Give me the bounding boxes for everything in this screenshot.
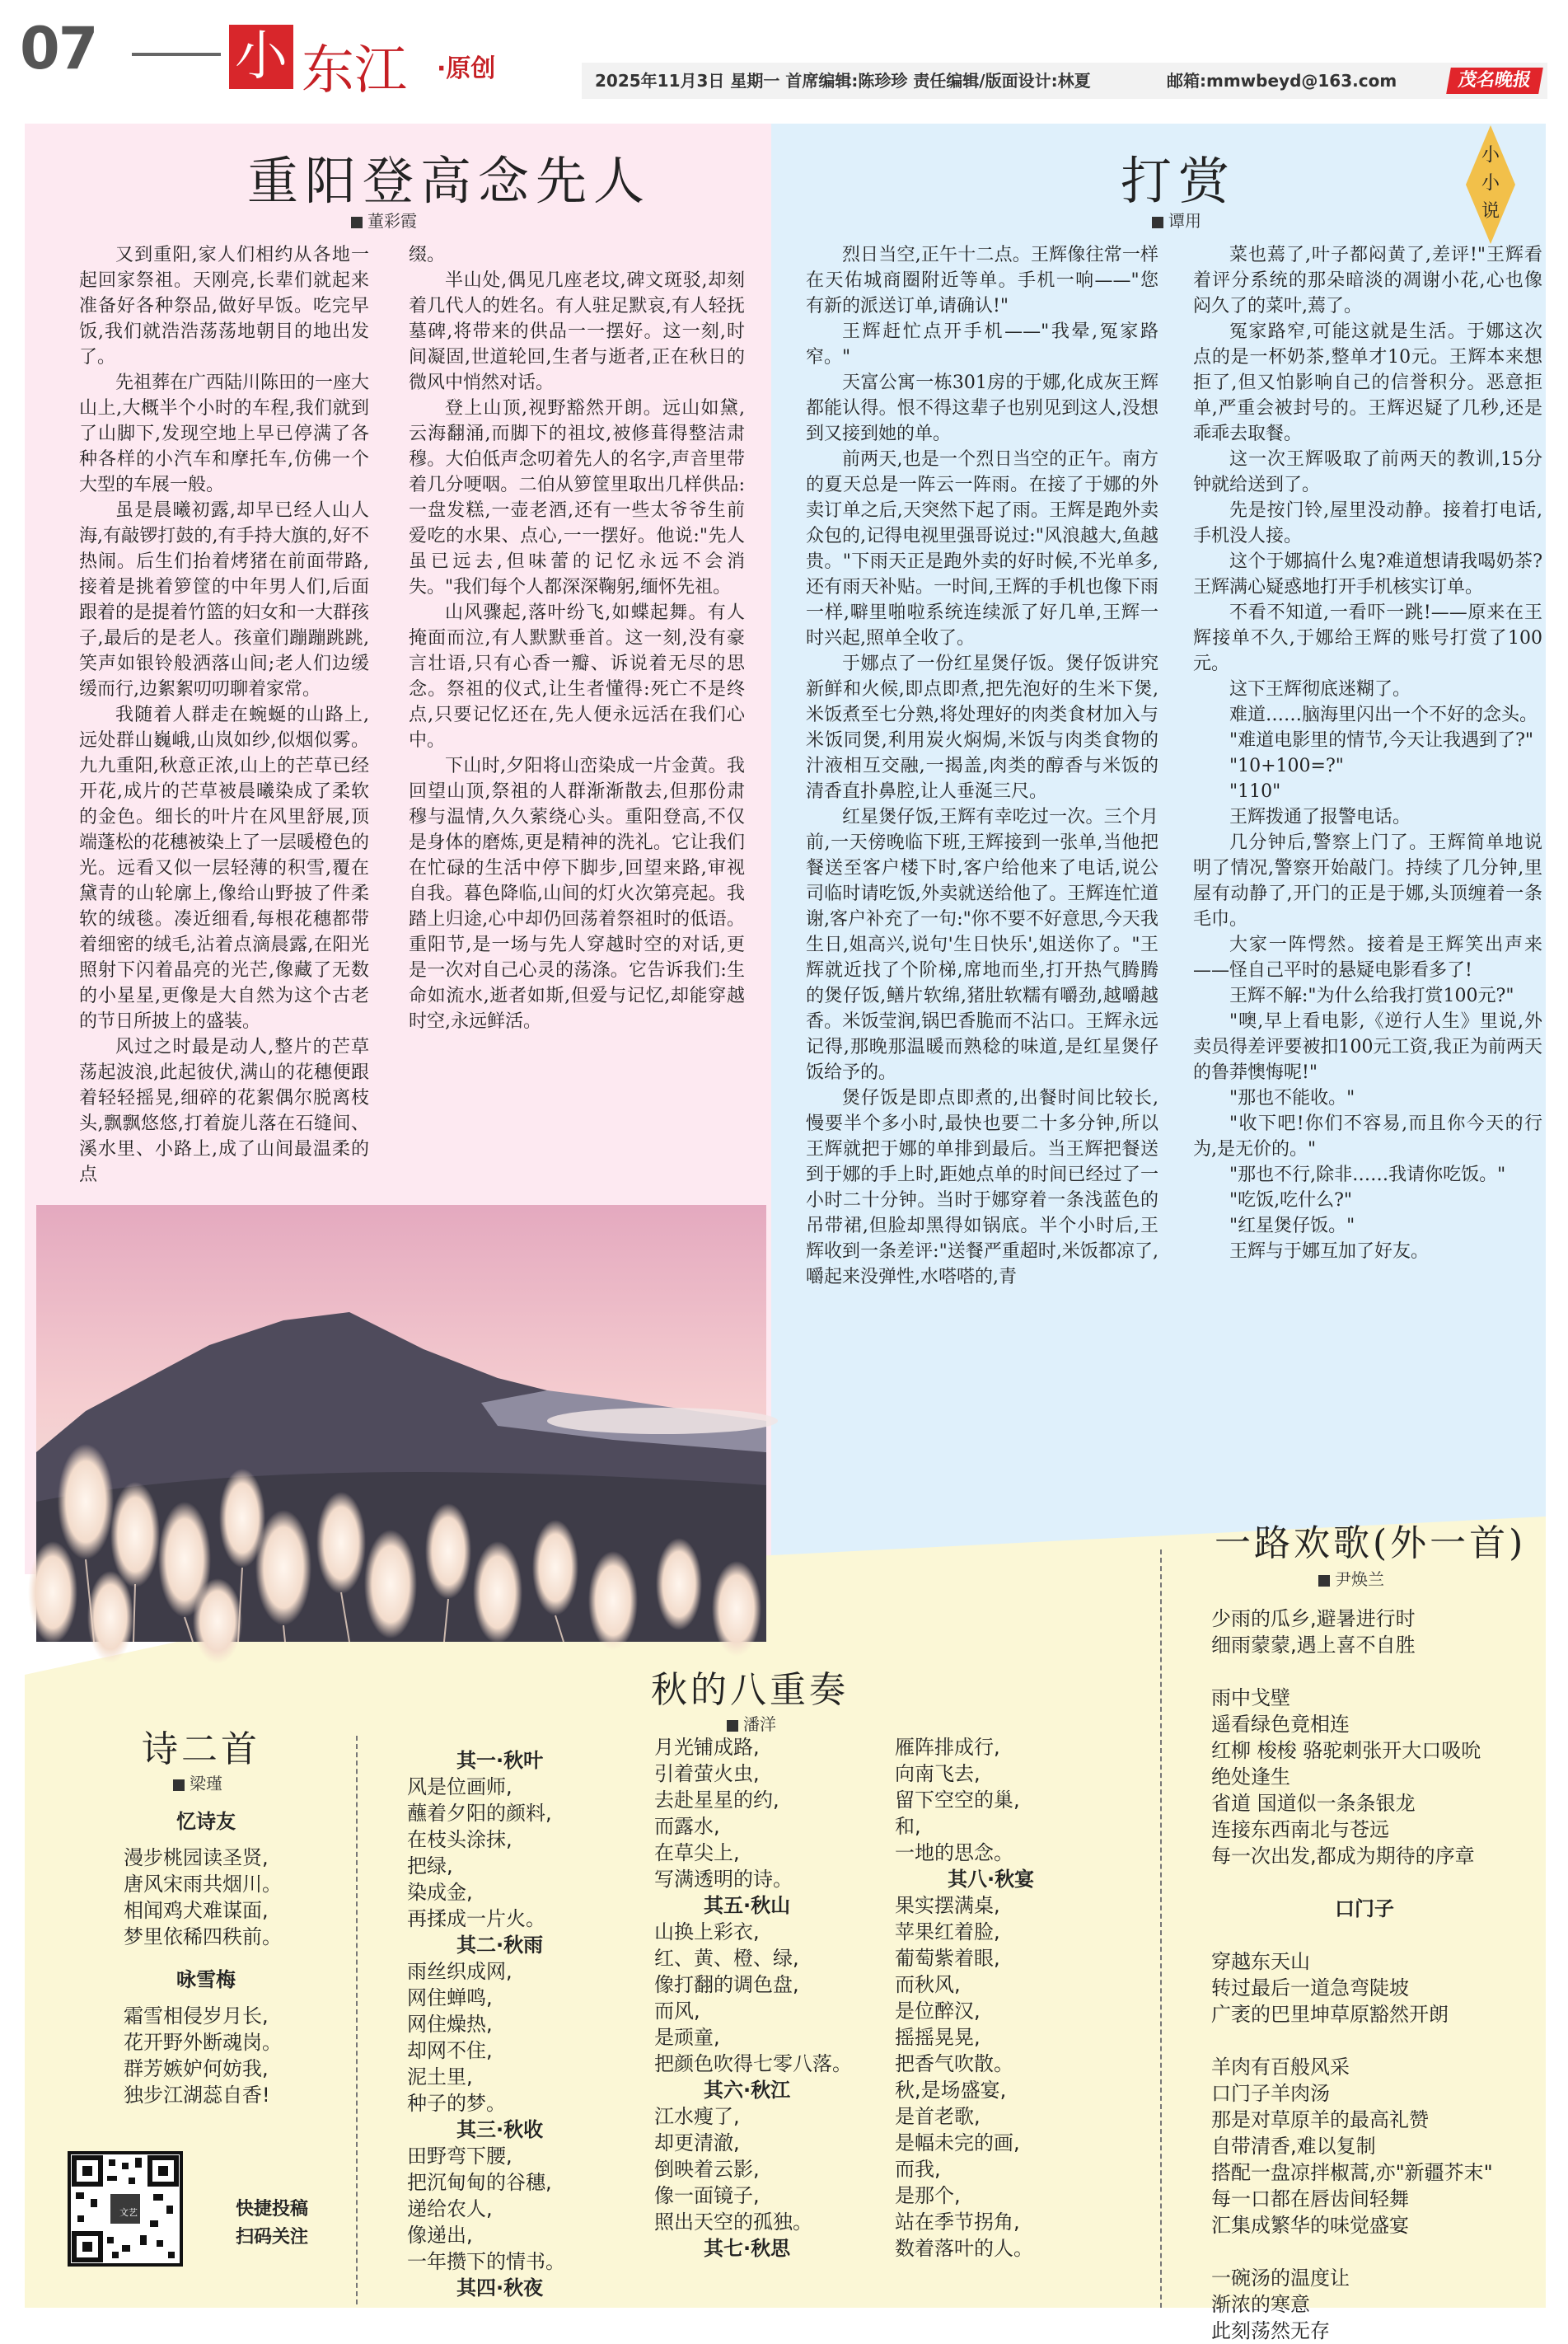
poem-line: 而露水, xyxy=(654,1815,720,1838)
poem-line: 染成金, xyxy=(407,1881,473,1904)
poem-section-heading: 其七·秋思 xyxy=(704,2237,791,2260)
poem-line: 遥看绿色竟相连 xyxy=(1211,1713,1350,1736)
poem-line: 倒映着云影, xyxy=(654,2158,760,2181)
pampas-grass-illustration xyxy=(36,1205,766,1642)
byline-square-icon xyxy=(351,217,363,228)
poem-line: 红、黄、橙、绿, xyxy=(654,1947,799,1970)
poem-line: 像打翻的调色盘, xyxy=(654,1973,799,1996)
byline-square-icon xyxy=(1318,1575,1330,1587)
poem-two-author: 梁瑾 xyxy=(190,1774,222,1793)
small-story-badge xyxy=(1464,124,1517,246)
poem-line: 连接东西南北与苍远 xyxy=(1211,1818,1389,1841)
qr-center-label: 文艺 xyxy=(119,2207,138,2218)
section-name-first: 小 xyxy=(229,25,293,89)
article2-column-2 xyxy=(1193,242,1542,1264)
poem-two-second-lines xyxy=(124,2003,282,2108)
paragraph: 不看不知道,一看吓一跳!——原来在王辉接单不久,于娜给王辉的账号打赏了100元。 xyxy=(1193,602,1542,674)
poem-line: 梦里依稀四秩前。 xyxy=(124,1925,282,1948)
poem-line: 搭配一盘凉拌椒蒿,亦"新疆芥末" xyxy=(1211,2161,1493,2184)
poem-section-heading: 其五·秋山 xyxy=(704,1894,791,1917)
poem-section-heading: 其一·秋叶 xyxy=(456,1749,544,1772)
poem-road-byline xyxy=(1318,1566,1384,1590)
paragraph: 这下王辉彻底迷糊了。 xyxy=(1229,679,1411,700)
qr-code[interactable] xyxy=(68,2151,183,2267)
poem-section-heading: 其二·秋雨 xyxy=(456,1934,544,1957)
poem-two-byline xyxy=(173,1770,222,1794)
article1-column-2 xyxy=(409,242,745,1034)
paragraph: 登上山顶,视野豁然开朗。远山如黛,云海翻涌,而脚下的祖坟,被修葺得整洁肃穆。大伯低声念叨着先人的名字,声音里带着几分哽咽。二伯从箩筐里取出几样供品:一盘发糕,一壶老酒,还有一些太爷爷生前爱吃的水果、点心,一一摆好。他说:"先人虽已远去,但味蕾的记忆永远不会消失。"我们每个人都深深鞠躬,缅怀先祖。 xyxy=(409,398,745,598)
poem-line: 而我, xyxy=(895,2158,941,2181)
byline-square-icon xyxy=(727,1720,738,1732)
stanza-break xyxy=(1211,1922,1541,1948)
poem-line: 引着萤火虫, xyxy=(654,1762,760,1785)
paragraph: 冤家路窄,可能这就是生活。于娜这次点的是一杯奶茶,整单才10元。王辉本来想拒了,但又怕影响自己的信誉积分。恶意拒单,严重会被封号的。王辉迟疑了几秒,还是乖乖去取餐。 xyxy=(1193,321,1542,444)
pampas-grass-photo xyxy=(36,1205,766,1642)
poem-line: 细雨蒙蒙,遇上喜不自胜 xyxy=(1211,1634,1416,1657)
article1-byline xyxy=(351,208,417,232)
poem-line: 在草尖上, xyxy=(654,1841,740,1864)
poem-line: 省道 国道似一条条银龙 xyxy=(1211,1792,1416,1815)
poem-section-heading: 其六·秋江 xyxy=(704,2079,791,2102)
poem-line: 和, xyxy=(895,1815,921,1838)
poem-line: 秋,是场盛宴, xyxy=(895,2079,1007,2102)
poem-line: 是幅未完的画, xyxy=(895,2131,1020,2154)
poem-line: 口门子羊肉汤 xyxy=(1211,2082,1330,2105)
poem-line: 写满透明的诗。 xyxy=(654,1868,793,1891)
poem-line: 自带清香,难以复制 xyxy=(1211,2135,1376,2158)
poem-line: 此刻荡然无存 xyxy=(1211,2319,1330,2342)
stanza-break xyxy=(1211,2239,1541,2265)
poem-autumn-column-1 xyxy=(407,1747,588,2301)
paragraph: 王辉赶忙点开手机——"我晕,冤家路窄。" xyxy=(806,321,1158,368)
paragraph: 又到重阳,家人们相约从各地一起回家祭祖。天刚亮,长辈们就起来准备好各种祭品,做好早饭。吃完早饭,我们就浩浩荡荡地朝目的地出发了。 xyxy=(79,245,369,368)
poem-line: 群芳嫉妒何妨我, xyxy=(124,2057,269,2080)
page-number: 07 xyxy=(20,15,97,82)
article2-author: 谭用 xyxy=(1168,211,1201,231)
poem-road-author: 尹焕兰 xyxy=(1335,1569,1384,1589)
poem-autumn-title: 秋的八重奏 xyxy=(651,1669,849,1711)
poem-line: 雁阵排成行, xyxy=(895,1736,1000,1759)
poem-line: 漫步桃园读圣贤, xyxy=(124,1846,269,1869)
stanza-break xyxy=(1211,2028,1541,2054)
poem-line: 是顽童, xyxy=(654,2026,720,2049)
paragraph: "110" xyxy=(1229,781,1281,802)
poem-line: 是首老歌, xyxy=(895,2105,981,2128)
poem-line: 递给农人, xyxy=(407,2197,493,2220)
poem-line: 相闻鸡犬难谋面, xyxy=(124,1899,269,1922)
poem-line: 田野弯下腰, xyxy=(407,2145,513,2168)
paragraph: 这个于娜搞什么鬼?难道想请我喝奶茶?王辉满心疑惑地打开手机核实订单。 xyxy=(1193,551,1542,598)
poem-line: 把绿, xyxy=(407,1854,453,1878)
paragraph: 天富公寓一栋301房的于娜,化成灰王辉都能认得。恨不得这辈子也别见到这人,没想到又接到她的单。 xyxy=(806,373,1158,444)
issue-info: 2025年11月3日 星期一 首席编辑:陈珍珍 责任编辑/版面设计:林夏 xyxy=(595,71,1091,91)
poem-section-heading: 口门子 xyxy=(1335,1897,1394,1920)
article1-title: 重阳登高念先人 xyxy=(247,151,652,211)
paragraph: 红星煲仔饭,王辉有幸吃过一次。三个月前,一天傍晚临下班,王辉接到一张单,当他把餐送至客户楼下时,客户给他来了电话,说公司临时请吃饭,外卖就送给他了。王辉连忙道谢,客户补充了一句:"你不要不好意思,今天我生日,姐高兴,说句'生日快乐',姐送你了。"王辉就近找了个阶梯,席地而坐,打开热气腾腾的煲仔饭,鳝片软绵,猪肚软糯有嚼劲,越嚼越香。米饭莹润,锅巴香脆而不沾口。王辉永远记得,那晚那温暖而熟稔的味道,是红星煲仔饭给予的。 xyxy=(806,807,1158,1083)
poem-line: 站在季节拐角, xyxy=(895,2210,1020,2234)
poem-two-title: 诗二首 xyxy=(142,1728,260,1770)
paragraph: 半山处,偶见几座老坟,碑文斑驳,却刻着几代人的姓名。有人驻足默哀,有人轻抚墓碑,将带来的供品一一摆好。这一刻,时间凝固,世道轮回,生者与逝者,正在秋日的微风中悄然对话。 xyxy=(409,270,745,393)
poem-road-lines xyxy=(1211,1606,1541,2344)
paragraph: "红星煲仔饭。" xyxy=(1229,1216,1355,1236)
column-divider xyxy=(356,1736,358,2304)
article2-title: 打赏 xyxy=(1121,151,1237,211)
paragraph: 几分钟后,警察上门了。王辉简单地说明了情况,警察开始敲门。持续了几分钟,里屋有动静了,开门的正是于娜,头顶缠着一条毛巾。 xyxy=(1193,832,1542,930)
paragraph: "吃饭,吃什么?" xyxy=(1229,1190,1353,1211)
paragraph: 我随着人群走在蜿蜒的山路上,远处群山巍峨,山岚如纱,似烟似雾。九九重阳,秋意正浓,山上的芒草已经开花,成片的芒草被晨曦染成了柔软的金色。细长的叶片在风里舒展,顶端蓬松的花穗被染上了一层暖橙色的光。远看又似一层轻薄的积雪,覆在黛青的山轮廓上,像给山野披了件柔软的绒毯。凑近细看,每根花穗都带着细密的绒毛,沾着点滴晨露,在阳光照射下闪着晶亮的光芒,像藏了无数的小星星,更像是大自然为这个古老的节日所披上的盛装。 xyxy=(79,705,370,1032)
poem-line: 雨丝织成网, xyxy=(407,1960,513,1983)
poem-line: 红柳 梭梭 骆驼刺张开大口吸吮 xyxy=(1211,1739,1481,1762)
column-divider xyxy=(1160,1549,1162,2308)
poem-line: 每一次出发,都成为期待的序章 xyxy=(1211,1845,1475,1868)
header-info-bar xyxy=(582,63,1547,99)
section-note: ·原创 xyxy=(437,54,496,83)
poem-line: 穿越东天山 xyxy=(1211,1950,1310,1973)
poem-line: 摇摇晃晃, xyxy=(895,2026,981,2049)
poem-line: 苹果红着脸, xyxy=(895,1920,1000,1943)
paragraph: 菜也蔫了,叶子都闷黄了,差评!"王辉看着评分系统的那朵暗淡的凋谢小花,心也像闷久了的菜叶,蔫了。 xyxy=(1193,245,1542,316)
paragraph: 下山时,夕阳将山峦染成一片金黄。我回望山顶,祭祖的人群渐渐散去,但那份肃穆与温情,久久萦绕心头。重阳登高,不仅是身体的磨炼,更是精神的洗礼。它让我们在忙碌的生活中停下脚步,回望来路,审视自我。暮色降临,山间的灯火次第亮起。我踏上归途,心中却仍回荡着祭祖时的低语。重阳节,是一场与先人穿越时空的对话,更是一次对自己心灵的荡涤。它告诉我们:生命如流水,逝者如斯,但爱与记忆,却能穿越时空,永远鲜活。 xyxy=(409,756,745,1032)
badge-text: 小小说 xyxy=(1481,145,1500,222)
poem-section-heading: 其三·秋收 xyxy=(456,2118,544,2141)
poem-line: 独步江湖蕊自香! xyxy=(124,2084,270,2107)
poem-line: 而秋风, xyxy=(895,1973,961,1996)
section-name: 东江 xyxy=(302,40,407,101)
qr-caption xyxy=(236,2196,308,2252)
paragraph: "那也不能收。" xyxy=(1229,1088,1355,1109)
paragraph: 山风骤起,落叶纷飞,如蝶起舞。有人掩面而泣,有人默默垂首。这一刻,没有豪言壮语,只有心香一瓣、诉说着无尽的思念。祭祖的仪式,让生者懂得:死亡不是终点,只要记忆还在,先人便永远活在我们心中。 xyxy=(409,602,745,751)
poem-line: 少雨的瓜乡,避暑进行时 xyxy=(1211,1607,1416,1630)
poem-line: 绝处逢生 xyxy=(1211,1765,1290,1788)
paragraph: 于娜点了一份红星煲仔饭。煲仔饭讲究新鲜和火候,即点即煮,把先泡好的生米下煲,米饭煮至七分熟,将处理好的肉类食材加入与米饭同煲,利用炭火焖焗,米饭与肉类食物的汁液相互交融,一揭盖,肉类的醇香与米饭的清香直扑鼻腔,让人垂涎三尺。 xyxy=(806,654,1158,802)
poem-line: 种子的梦。 xyxy=(407,2092,506,2115)
poem-line: 把香气吹散。 xyxy=(895,2052,1013,2075)
poem-line: 却更清澈, xyxy=(654,2131,740,2154)
poem-two-first-lines xyxy=(124,1845,282,1950)
paragraph: "收下吧!你们不容易,而且你今天的行为,是无价的。" xyxy=(1193,1113,1542,1160)
poem-line: 花开野外断魂岗。 xyxy=(124,2031,282,2054)
poem-line: 江水瘦了, xyxy=(654,2105,740,2128)
poem-line: 在枝头涂抹, xyxy=(407,1828,513,1851)
article1-column-1 xyxy=(79,242,369,1188)
poem-line: 羊肉有百般风采 xyxy=(1211,2056,1350,2079)
poem-line: 把颜色吹得七零八落。 xyxy=(654,2052,852,2075)
poem-line: 向南飞去, xyxy=(895,1762,981,1785)
poem-line: 霜雪相侵岁月长, xyxy=(124,2004,269,2028)
poem-line: 蘸着夕阳的颜料, xyxy=(407,1802,552,1825)
poem-two-first-title: 忆诗友 xyxy=(176,1810,236,1833)
poem-line: 一地的思念。 xyxy=(895,1841,1013,1864)
qr-caption-line1: 快捷投稿 xyxy=(236,2199,309,2220)
paragraph: 王辉与于娜互加了好友。 xyxy=(1229,1241,1430,1262)
article1-author: 董彩霞 xyxy=(367,211,417,231)
paragraph: "那也不行,除非……我请你吃饭。" xyxy=(1229,1165,1506,1185)
poem-line: 葡萄紫着眼, xyxy=(895,1947,1000,1970)
poem-line: 再揉成一片火。 xyxy=(407,1907,545,1930)
poem-line: 像一面镜子, xyxy=(654,2184,760,2207)
paragraph: 虽是晨曦初露,却早已经人山人海,有敲锣打鼓的,有手持大旗的,好不热闹。后生们抬着烤猪在前面带路,接着是挑着箩筐的中年男人们,后面跟着的是提着竹篮的妇女和一大群孩子,最后的是老人。孩童们蹦蹦跳跳,笑声如银铃般洒落山间;老人们边缓缓而行,边絮絮叨叨聊着家常。 xyxy=(79,500,370,700)
poem-line: 广袤的巴里坤草原豁然开朗 xyxy=(1211,2003,1449,2026)
poem-line: 那是对草原羊的最高礼赞 xyxy=(1211,2108,1429,2131)
paragraph: 风过之时最是动人,整片的芒草荡起波浪,此起彼伏,满山的花穗便跟着轻轻摇晃,细碎的花絮偶尔脱离枝头,飘飘悠悠,打着旋儿落在石缝间、溪水里、小路上,成了山间最温柔的点 xyxy=(79,1037,369,1185)
stanza-break xyxy=(1211,1869,1541,1896)
poem-line: 一年攒下的情书。 xyxy=(407,2250,565,2273)
paragraph: 先是按门铃,屋里没动静。接着打电话,手机没人接。 xyxy=(1193,500,1542,546)
poem-line: 留下空空的巢, xyxy=(895,1788,1020,1812)
poem-line: 渐浓的寒意 xyxy=(1211,2293,1310,2316)
paragraph: 缀。 xyxy=(409,245,446,265)
poem-line: 照出天空的孤独。 xyxy=(654,2210,812,2234)
poem-line: 果实摆满桌, xyxy=(895,1894,1000,1917)
paragraph: 王辉拨通了报警电话。 xyxy=(1229,807,1411,827)
poem-line: 把沉甸甸的谷穗, xyxy=(407,2171,552,2194)
paragraph: 煲仔饭是即点即煮的,出餐时间比较长,慢要半个多小时,最快也要二十多分钟,所以王辉就把于娜的单排到最后。当王辉把餐送到于娜的手上时,距她点单的时间已经过了一小时二十分钟。当时于娜穿着一条浅蓝色的吊带裙,但脸却黑得如锅底。半个小时后,王辉收到一条差评:"送餐严重超时,米饭都凉了,嚼起来没弹性,水嗒嗒的,青 xyxy=(806,1088,1158,1287)
poem-line: 唐风宋雨共烟川。 xyxy=(124,1873,282,1896)
poem-line: 雨中戈壁 xyxy=(1211,1686,1290,1709)
paragraph: 烈日当空,正午十二点。王辉像往常一样在天佑城商圈附近等单。手机一响——"您有新的派送订单,请确认!" xyxy=(806,245,1158,316)
poem-line: 风是位画师, xyxy=(407,1775,513,1798)
paragraph: 难道……脑海里闪出一个不好的念头。 xyxy=(1229,705,1538,725)
poem-line: 山换上彩衣, xyxy=(654,1920,760,1943)
paragraph: "噢,早上看电影,《逆行人生》里说,外卖员得差评要被扣100元工资,我正为前两天的鲁莽懊悔呢!" xyxy=(1193,1011,1542,1083)
stanza-break xyxy=(1211,1658,1541,1685)
poem-autumn-byline xyxy=(727,1711,776,1735)
paper-logo: 茂名晚报 xyxy=(1446,68,1543,94)
poem-line: 转过最后一道急弯陡坡 xyxy=(1211,1976,1409,1999)
paragraph: 这一次王辉吸取了前两天的教训,15分钟就给送到了。 xyxy=(1193,449,1542,495)
poem-line: 网住蝉鸣, xyxy=(407,1986,493,2009)
byline-square-icon xyxy=(1152,217,1163,228)
poem-line: 月光铺成路, xyxy=(654,1736,760,1759)
poem-autumn-author: 潘洋 xyxy=(743,1714,776,1734)
poem-road-title: 一路欢歌(外一首) xyxy=(1215,1522,1527,1564)
poem-line: 汇集成繁华的味觉盛宴 xyxy=(1211,2214,1409,2237)
poem-section-heading: 其八·秋宴 xyxy=(948,1868,1035,1891)
header-rule xyxy=(132,53,221,56)
paragraph: 王辉不解:"为什么给我打赏100元?" xyxy=(1229,986,1514,1006)
poem-line: 却网不住, xyxy=(407,2039,493,2062)
poem-line: 是那个, xyxy=(895,2184,961,2207)
poem-line: 数着落叶的人。 xyxy=(895,2237,1033,2260)
poem-autumn-column-3 xyxy=(895,1734,1076,2262)
poem-line: 而风, xyxy=(654,1999,700,2023)
paragraph: 大家一阵愕然。接着是王辉笑出声来——怪自己平时的悬疑电影看多了! xyxy=(1193,935,1542,981)
qr-caption-line2: 扫码关注 xyxy=(236,2227,309,2248)
email-address: 邮箱:mmwbeyd@163.com xyxy=(1167,71,1397,91)
paragraph: "难道电影里的情节,今天让我遇到了?" xyxy=(1229,730,1534,751)
paragraph: 先祖葬在广西陆川陈田的一座大山上,大概半个小时的车程,我们就到了山脚下,发现空地上早已停满了各种各样的小汽车和摩托车,仿佛一个大型的车展一般。 xyxy=(79,373,370,495)
poem-line: 一碗汤的温度让 xyxy=(1211,2267,1350,2290)
poem-line: 每一口都在唇齿间轻舞 xyxy=(1211,2187,1409,2210)
poem-line: 像递出, xyxy=(407,2224,473,2247)
poem-autumn-column-2 xyxy=(654,1734,868,2262)
poem-line: 去赴星星的约, xyxy=(654,1788,779,1812)
page-header xyxy=(0,0,1568,115)
poem-section-heading: 其四·秋夜 xyxy=(456,2276,544,2299)
poem-line: 是位醉汉, xyxy=(895,1999,981,2023)
poem-line: 泥土里, xyxy=(407,2065,473,2089)
article2-byline xyxy=(1152,208,1201,232)
poem-line: 网住燥热, xyxy=(407,2013,493,2036)
paragraph: "10+100=?" xyxy=(1229,756,1344,776)
poem-two-second-title: 咏雪梅 xyxy=(176,1968,236,1991)
paragraph: 前两天,也是一个烈日当空的正午。南方的夏天总是一阵云一阵雨。在接了于娜的外卖订单之后,天突然下起了雨。王辉是跑外卖众包的,记得电视里强哥说过:"风浪越大,鱼越贵。"下雨天正是跑外卖的好时候,不光单多,还有雨天补贴。一时间,王辉的手机也像下雨一样,噼里啪啦系统连续派了好几单,王辉一时兴起,照单全收了。 xyxy=(806,449,1158,649)
article2-column-1 xyxy=(806,242,1158,1290)
byline-square-icon xyxy=(173,1779,185,1791)
